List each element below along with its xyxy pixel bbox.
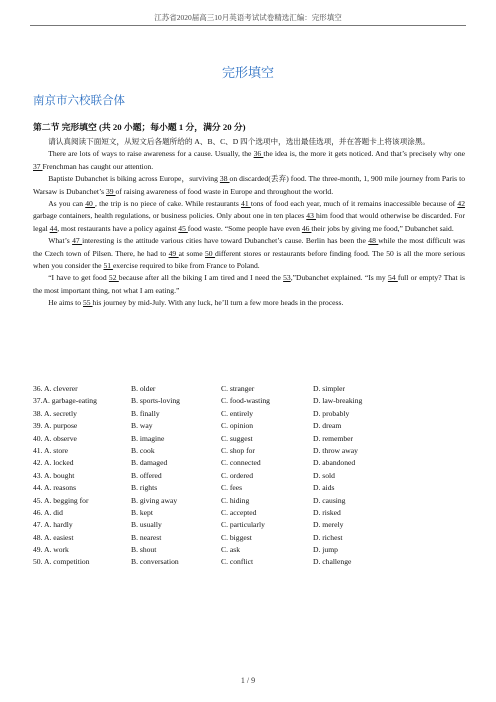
option-b: B. giving away [131,495,178,505]
paragraph-text: of raising awareness of food waste in Europe and throughout the world. [115,186,334,196]
blank-37: 37 [33,161,43,171]
paragraph-text: , most restaurants have a policy against [57,223,179,233]
option-d: D. causing [313,495,346,505]
option-a: 46. A. did [33,507,63,517]
option-d: D. dream [313,421,342,431]
option-row [33,395,465,407]
paragraph-text: their jobs by giving me food,” Dubanchet said. [311,223,454,233]
paragraph-text: him food that would otherwise be discarded. For legal [33,211,465,233]
blank-52: 52 [108,273,119,283]
option-a: 43. A. bought [33,470,75,480]
paragraph-text: garbage containers, health regulations, or business policies. Only about one in ten places [33,211,307,221]
blank-40: 40 [85,199,96,209]
option-c: C. ask [221,545,240,555]
header-divider [30,25,466,26]
paragraph-text: the idea is, the more it gets noticed. And that’s precisely why one [263,149,466,159]
option-d: D. probably [313,408,350,418]
paragraph-text: different stores or restaurants before finding food. The 50 is all the more serious when you consider the [33,248,465,271]
paragraph-text: Baptiste Dubanchet is biking across Europe，surviving [48,174,220,184]
answer-options [33,383,465,569]
instructions: 请认真阅读下面短文，从短文后各题所给的 A、B、C、D 四个选项中，选出最佳选项，并在答题卡上将该项涂黑。 [48,137,430,146]
option-row [33,544,465,556]
option-a: 49. A. work [33,545,69,555]
option-c: C. connected [221,458,261,468]
option-b: B. imagine [131,433,165,443]
blank-51: 51 [103,261,113,271]
paragraph-text: full or empty? That is the most important thing, not what I am eating.” [33,273,465,295]
blank-45: 45 [178,223,188,233]
option-c: C. suggest [221,433,253,443]
option-row [33,445,465,457]
passage-paragraph-1 [33,148,465,173]
paragraph-text: There are lots of ways to raise awareness for a cause. Usually, the [48,149,254,159]
paragraph-text: on discarded(丢弃) food. The three-month, 1, 900 mile journey from Paris to Warsaw is Dubanchet’s [33,174,465,196]
option-b: B. offered [131,470,162,480]
option-a: 44. A. reasons [33,483,77,493]
option-b: B. nearest [131,532,162,542]
passage-paragraph-2 [33,173,465,198]
blank-48: 48 [368,236,379,246]
option-a: 36. A. cleverer [33,384,78,393]
option-b: B. cook [131,445,155,455]
option-d: D. simpler [313,384,346,393]
option-c: C. particularly [221,520,265,530]
option-c: C. fees [221,483,243,493]
paragraph-text: “I have to get food [48,273,109,283]
passage-body [33,136,465,310]
option-c: C. accepted [221,507,257,517]
option-b: B. rights [131,483,158,493]
option-b: B. older [131,384,156,393]
option-a: 42. A. locked [33,458,74,468]
document-title: 完形填空 [221,65,274,80]
blank-43: 43 [306,211,316,221]
option-c: C. food-wasting [221,396,270,406]
paragraph-text: ,”Dubanchet explained. “Is my [290,273,388,283]
option-d: D. abandoned [313,458,356,468]
option-row [33,420,465,432]
blank-55: 55 [83,298,93,308]
option-row [33,519,465,531]
blank-53: 53 [283,273,291,283]
option-row [33,408,465,420]
option-d: D. aids [313,483,335,493]
option-c: C. biggest [221,532,252,542]
option-a: 39. A. purpose [33,421,78,431]
option-row [33,532,465,544]
part-heading: 第二节 完形填空 (共 20 小题；每小题 1 分，满分 20 分) [33,122,246,132]
passage-paragraph-6 [33,297,465,309]
paragraph-text: while the most difficult was the Czech town of Pilsen. There, he had to [33,236,465,258]
blank-46: 46 [301,223,312,233]
option-a: 48. A. easiest [33,532,74,542]
blank-47: 47 [72,236,83,246]
option-row [33,470,465,482]
passage-paragraph-5 [33,272,465,297]
blank-36: 36 [253,149,264,159]
passage-paragraph-3 [33,198,465,235]
blank-49: 49 [168,248,179,258]
paragraph-text: his journey by mid-July. With any luck, he’ll turn a few more heads in the process. [92,298,344,308]
option-c: C. opinion [221,421,254,431]
option-c: C. hiding [221,495,250,505]
option-a: 45. A. begging for [33,495,89,505]
option-c: C. entirely [221,408,254,418]
option-d: D. merely [313,520,344,530]
option-a: 50. A. competition [33,557,90,567]
option-d: D. throw away [313,445,358,455]
paragraph-text: Frenchman has caught our attention. [42,161,154,171]
option-row [33,507,465,519]
option-d: D. risked [313,507,341,517]
option-a: 41. A. store [33,445,69,455]
option-b: B. shout [131,545,157,555]
blank-41: 41 [241,199,251,209]
paragraph-text: interesting is the attitude various cities have toward Dubanchet’s cause. Berlin has been the [82,236,369,246]
option-a: 40. A. observe [33,433,77,443]
option-d: D. challenge [313,557,352,567]
paragraph-text: exercise required to bike from France to Poland. [112,261,260,271]
blank-38: 38 [219,174,230,184]
page-number: 1 / 9 [240,676,256,685]
passage-paragraph-4 [33,235,465,272]
option-d: D. remember [313,433,354,443]
page-header: 江苏省2020届高三10月英语考试试卷精选汇编：完形填空 [154,13,342,22]
blank-44: 44 [49,223,58,233]
paragraph-text: What’s [48,236,73,246]
paragraph-text: tons of food each year, much of it remains inaccessible because of [250,199,458,209]
option-row [33,433,465,445]
option-c: C. conflict [221,557,254,567]
blank-39: 39 [106,186,116,196]
option-b: B. finally [131,408,160,418]
paragraph-text: He aims to [48,298,83,308]
option-row [33,482,465,494]
option-c: C. shop for [221,445,255,455]
section-title: 南京市六校联合体 [33,95,125,107]
option-row [33,383,465,395]
option-a: 38. A. secretly [33,408,77,418]
option-b: B. kept [131,507,153,517]
option-c: C. stranger [221,384,255,393]
paragraph-text: at some [178,248,205,258]
option-d: D. richest [313,532,343,542]
option-row [33,495,465,507]
paragraph-text: As you can [48,199,86,209]
option-b: B. sports-loving [131,396,180,406]
paragraph-text: , the trip is no piece of cake. While restaurants [95,199,242,209]
blank-54: 54 [387,273,398,283]
option-b: B. conversation [131,557,179,567]
option-d: D. law-breaking [313,396,363,406]
option-b: B. usually [131,520,162,530]
blank-50: 50 [205,248,216,258]
paragraph-text: because after all the biking I am tired and I need the [118,273,284,283]
paragraph-text: food waste. “Some people have even [187,223,302,233]
option-d: D. sold [313,470,335,480]
option-c: C. ordered [221,470,254,480]
option-a: 47. A. hardly [33,520,73,530]
option-b: B. damaged [131,458,168,468]
option-row [33,457,465,469]
option-row [33,556,465,568]
option-b: B. way [131,421,153,431]
blank-42: 42 [457,199,465,209]
option-a: 37.A. garbage-eating [33,396,97,406]
option-d: D. jump [313,545,338,555]
